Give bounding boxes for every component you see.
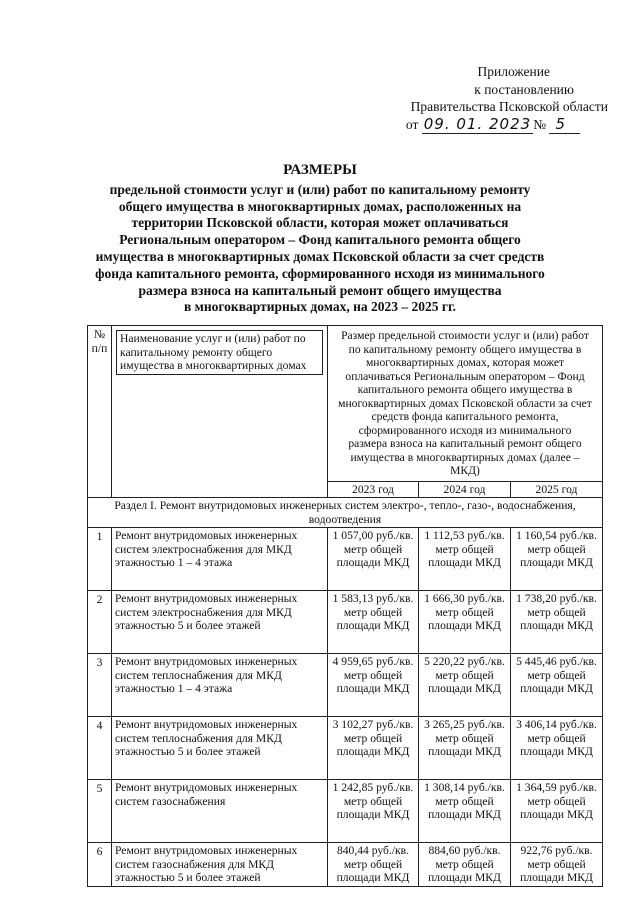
value-2024: 3 265,25 руб./кв. метр общей площади МКД (419, 717, 511, 780)
row-number: 1 (88, 528, 112, 591)
title-line: территории Псковской области, которая может оплачиваться (131, 215, 509, 231)
title-heading: РАЗМЕРЫ (283, 162, 357, 178)
value-2024: 1 666,30 руб./кв. метр общей площади МКД (419, 591, 511, 654)
table-row (88, 654, 603, 717)
title-line: общего имущества в многоквартирных домах, расположенных на (118, 198, 522, 214)
section-title: Раздел I. Ремонт внутридомовых инженерных систем электро-, тепло-, газо-, водоснабжения, водоотведения (88, 498, 603, 528)
year-header: 2024 год (419, 481, 511, 498)
resolution-label: к постановлению (474, 81, 574, 97)
value-2024: 1 112,53 руб./кв. метр общей площади МКД (419, 528, 511, 591)
value-2025: 1 364,59 руб./кв. метр общей площади МКД (511, 780, 603, 843)
row-number: 2 (88, 591, 112, 654)
value-2024: 1 308,14 руб./кв. метр общей площади МКД (419, 780, 511, 843)
handwritten-number: 5 (549, 115, 580, 134)
table-row (88, 528, 603, 591)
table-row (88, 780, 603, 843)
value-2023: 4 959,65 руб./кв. метр общей площади МКД (328, 654, 419, 717)
cost-table (87, 325, 603, 887)
document-title (60, 162, 580, 316)
value-2025: 5 445,46 руб./кв. метр общей площади МКД (511, 654, 603, 717)
row-name: Ремонт внутридомовых инженерных систем газоснабжения (112, 780, 328, 843)
title-line: имущества в многоквартирных домах Псковской области за счет средств (95, 248, 545, 264)
table-row (88, 717, 603, 780)
row-name: Ремонт внутридомовых инженерных систем теплоснабжения для МКД этажностью 1 – 4 этажа (112, 654, 328, 717)
value-2023: 1 057,00 руб./кв. метр общей площади МКД (328, 528, 419, 591)
value-2023: 1 242,85 руб./кв. метр общей площади МКД (328, 780, 419, 843)
row-number: 5 (88, 780, 112, 843)
title-line: размера взноса на капитальный ремонт общего имущества (138, 282, 502, 298)
table-row (88, 591, 603, 654)
value-2025: 1 160,54 руб./кв. метр общей площади МКД (511, 528, 603, 591)
document-header (360, 63, 610, 133)
value-2023: 3 102,27 руб./кв. метр общей площади МКД (328, 717, 419, 780)
header-name: Наименование услуг и (или) работ по капитальному ремонту общего имущества в многоквартирных домах (116, 330, 323, 375)
title-line: Региональным оператором – Фонд капитального ремонта общего (119, 232, 521, 248)
appendix-label: Приложение (477, 64, 550, 79)
row-number: 4 (88, 717, 112, 780)
government-label: Правительства Псковской области (410, 99, 608, 114)
table-row (88, 843, 603, 887)
value-2023: 1 583,13 руб./кв. метр общей площади МКД (328, 591, 419, 654)
row-name: Ремонт внутридомовых инженерных систем газоснабжения для МКД этажностью 5 и более этажей (112, 843, 328, 887)
value-2023: 840,44 руб./кв. метр общей площади МКД (328, 843, 419, 887)
row-number: 6 (88, 843, 112, 887)
year-header: 2023 год (328, 481, 419, 498)
title-line: фонда капитального ремонта, сформированного исходя из минимального (95, 265, 545, 281)
date-prefix: от (405, 116, 419, 132)
row-name: Ремонт внутридомовых инженерных систем теплоснабжения для МКД этажностью 5 и более этажей (112, 717, 328, 780)
title-line: предельной стоимости услуг и (или) работ по капитальному ремонту (109, 181, 531, 197)
date-number-line (360, 116, 610, 134)
handwritten-date: 09. 01. 2023 (423, 114, 532, 133)
row-name: Ремонт внутридомовых инженерных систем электроснабжения для МКД этажностью 1 – 4 этажа (112, 528, 328, 591)
header-size: Размер предельной стоимости услуг и (или) работ по капитальному ремонту общего имущества в многоквартирных домах, которая может оплачиваться Региональным оператором – Фонд капитального ремонта общего имущества в многоквартирных домах Псковской области за счет средств фонда капитального ремонта, сформированного исходя из минимального размера взноса на капитальный ремонт общего имущества в многоквартирных домах (далее – МКД) (328, 326, 603, 482)
value-2025: 1 738,20 руб./кв. метр общей площади МКД (511, 591, 603, 654)
row-name: Ремонт внутридомовых инженерных систем электроснабжения для МКД этажностью 5 и более этажей (112, 591, 328, 654)
row-number: 3 (88, 654, 112, 717)
value-2025: 3 406,14 руб./кв. метр общей площади МКД (511, 717, 603, 780)
value-2024: 884,60 руб./кв. метр общей площади МКД (419, 843, 511, 887)
year-header: 2025 год (511, 481, 603, 498)
title-line: в многоквартирных домах, на 2023 – 2025 гг. (183, 299, 456, 315)
value-2025: 922,76 руб./кв. метр общей площади МКД (511, 843, 603, 887)
value-2024: 5 220,22 руб./кв. метр общей площади МКД (419, 654, 511, 717)
header-num: № п/п (88, 326, 112, 498)
number-prefix: № (533, 116, 547, 132)
